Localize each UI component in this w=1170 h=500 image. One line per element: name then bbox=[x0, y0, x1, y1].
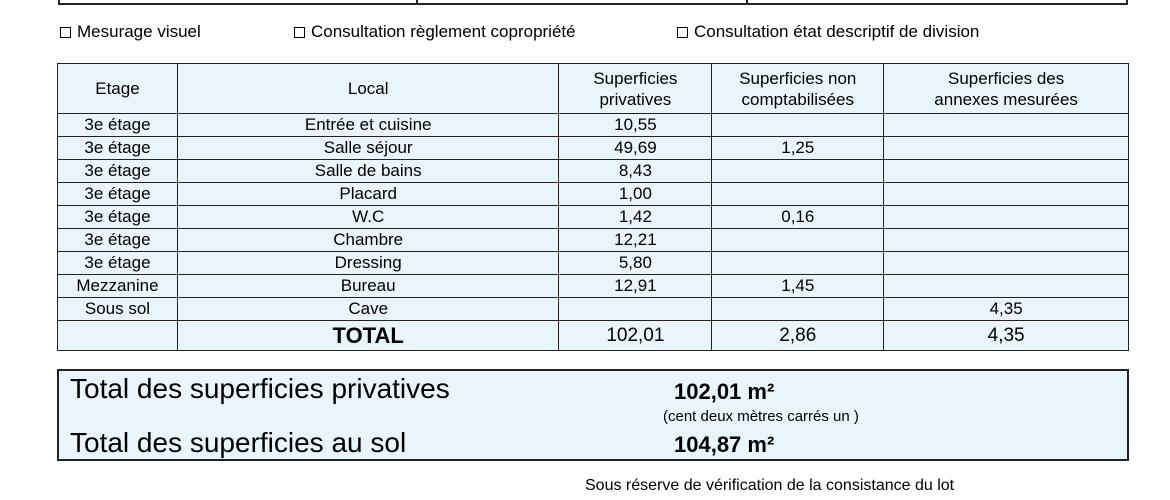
checkbox-reglement-copropriete[interactable] bbox=[294, 22, 576, 42]
cell-annexes bbox=[884, 252, 1129, 275]
top-divider bbox=[746, 0, 748, 5]
cell-privatives bbox=[559, 298, 712, 321]
cell-annexes bbox=[884, 206, 1129, 229]
checkbox-square-icon[interactable] bbox=[60, 27, 71, 38]
cell-etage bbox=[58, 321, 178, 351]
cell-non-comptabilisees bbox=[712, 229, 884, 252]
total-privatives-words: (cent deux mètres carrés un ) bbox=[663, 408, 859, 425]
cell-local: Dressing bbox=[177, 252, 559, 275]
header-local bbox=[177, 64, 559, 114]
cell-privatives: 12,21 bbox=[559, 229, 712, 252]
table-row bbox=[58, 183, 1129, 206]
cell-annexes bbox=[884, 183, 1129, 206]
checkbox-label: Consultation état descriptif de division bbox=[694, 22, 980, 41]
header-label: Local bbox=[347, 79, 389, 98]
summary-box bbox=[57, 369, 1129, 461]
table-row bbox=[58, 206, 1129, 229]
cell-non-comptabilisees bbox=[712, 298, 884, 321]
cell-non-comptabilisees: 1,45 bbox=[712, 275, 884, 298]
cell-etage: 3e étage bbox=[58, 206, 178, 229]
cell-non-comptabilisees bbox=[712, 114, 884, 137]
reserve-note: Sous réserve de vérification de la consistance du lot bbox=[585, 477, 955, 494]
checkbox-label: Mesurage visuel bbox=[77, 22, 201, 41]
table-row bbox=[58, 252, 1129, 275]
top-divider bbox=[416, 0, 418, 5]
table-row bbox=[58, 137, 1129, 160]
cell-etage: 3e étage bbox=[58, 229, 178, 252]
header-privatives bbox=[559, 64, 712, 114]
cell-etage: Mezzanine bbox=[58, 275, 178, 298]
cell-local: Salle de bains bbox=[177, 160, 559, 183]
table-row bbox=[58, 275, 1129, 298]
header-etage bbox=[58, 64, 178, 114]
cell-etage: 3e étage bbox=[58, 114, 178, 137]
total-privatives-value: 102,01 m² bbox=[674, 379, 775, 404]
table-row bbox=[58, 229, 1129, 252]
cell-annexes bbox=[884, 275, 1129, 298]
cell-annexes bbox=[884, 229, 1129, 252]
cell-etage: 3e étage bbox=[58, 137, 178, 160]
header-label: Superficies bbox=[593, 68, 678, 88]
header-label: privatives bbox=[599, 89, 672, 109]
cell-privatives: 5,80 bbox=[559, 252, 712, 275]
checkbox-square-icon[interactable] bbox=[294, 27, 305, 38]
table-header-row bbox=[58, 64, 1129, 114]
cell-privatives: 8,43 bbox=[559, 160, 712, 183]
cell-local: W.C bbox=[177, 206, 559, 229]
cell-annexes bbox=[884, 160, 1129, 183]
checkbox-label: Consultation règlement copropriété bbox=[311, 22, 576, 41]
header-non-comptabilisees bbox=[712, 64, 884, 114]
cell-non-comptabilisees bbox=[712, 183, 884, 206]
total-sol-value: 104,87 m² bbox=[674, 432, 775, 457]
top-table-fragment bbox=[58, 0, 1128, 5]
checkbox-mesurage-visuel[interactable] bbox=[60, 22, 201, 42]
cell-etage: 3e étage bbox=[58, 160, 178, 183]
checkbox-etat-descriptif[interactable] bbox=[677, 22, 979, 42]
total-sol-label: Total des superficies au sol bbox=[70, 427, 407, 458]
cell-non-comptabilisees bbox=[712, 252, 884, 275]
cell-local: Entrée et cuisine bbox=[177, 114, 559, 137]
header-label: annexes mesurées bbox=[934, 89, 1078, 109]
table-row bbox=[58, 114, 1129, 137]
total-privatives: 102,01 bbox=[559, 321, 712, 351]
total-label: TOTAL bbox=[177, 321, 559, 351]
cell-privatives: 1,42 bbox=[559, 206, 712, 229]
cell-privatives: 10,55 bbox=[559, 114, 712, 137]
total-annexes: 4,35 bbox=[884, 321, 1129, 351]
cell-privatives: 49,69 bbox=[559, 137, 712, 160]
cell-privatives: 1,00 bbox=[559, 183, 712, 206]
surface-table bbox=[57, 63, 1129, 351]
table-row bbox=[58, 160, 1129, 183]
cell-local: Placard bbox=[177, 183, 559, 206]
cell-annexes bbox=[884, 137, 1129, 160]
checkbox-square-icon[interactable] bbox=[677, 27, 688, 38]
cell-etage: 3e étage bbox=[58, 183, 178, 206]
total-privatives-label: Total des superficies privatives bbox=[70, 373, 450, 404]
header-label: Superficies des bbox=[948, 68, 1065, 88]
cell-non-comptabilisees bbox=[712, 160, 884, 183]
table-total-row bbox=[58, 321, 1129, 351]
cell-privatives: 12,91 bbox=[559, 275, 712, 298]
cell-non-comptabilisees: 0,16 bbox=[712, 206, 884, 229]
cell-etage: 3e étage bbox=[58, 252, 178, 275]
header-annexes bbox=[884, 64, 1129, 114]
header-label: comptabilisées bbox=[741, 89, 854, 109]
table-row bbox=[58, 298, 1129, 321]
cell-local: Bureau bbox=[177, 275, 559, 298]
cell-local: Cave bbox=[177, 298, 559, 321]
cell-local: Salle séjour bbox=[177, 137, 559, 160]
cell-non-comptabilisees: 1,25 bbox=[712, 137, 884, 160]
cell-annexes bbox=[884, 114, 1129, 137]
total-non-comptabilisees: 2,86 bbox=[712, 321, 884, 351]
cell-etage: Sous sol bbox=[58, 298, 178, 321]
cell-local: Chambre bbox=[177, 229, 559, 252]
checkbox-row bbox=[0, 22, 1170, 44]
header-label: Superficies non bbox=[739, 68, 857, 88]
cell-annexes: 4,35 bbox=[884, 298, 1129, 321]
header-label: Etage bbox=[95, 79, 140, 98]
